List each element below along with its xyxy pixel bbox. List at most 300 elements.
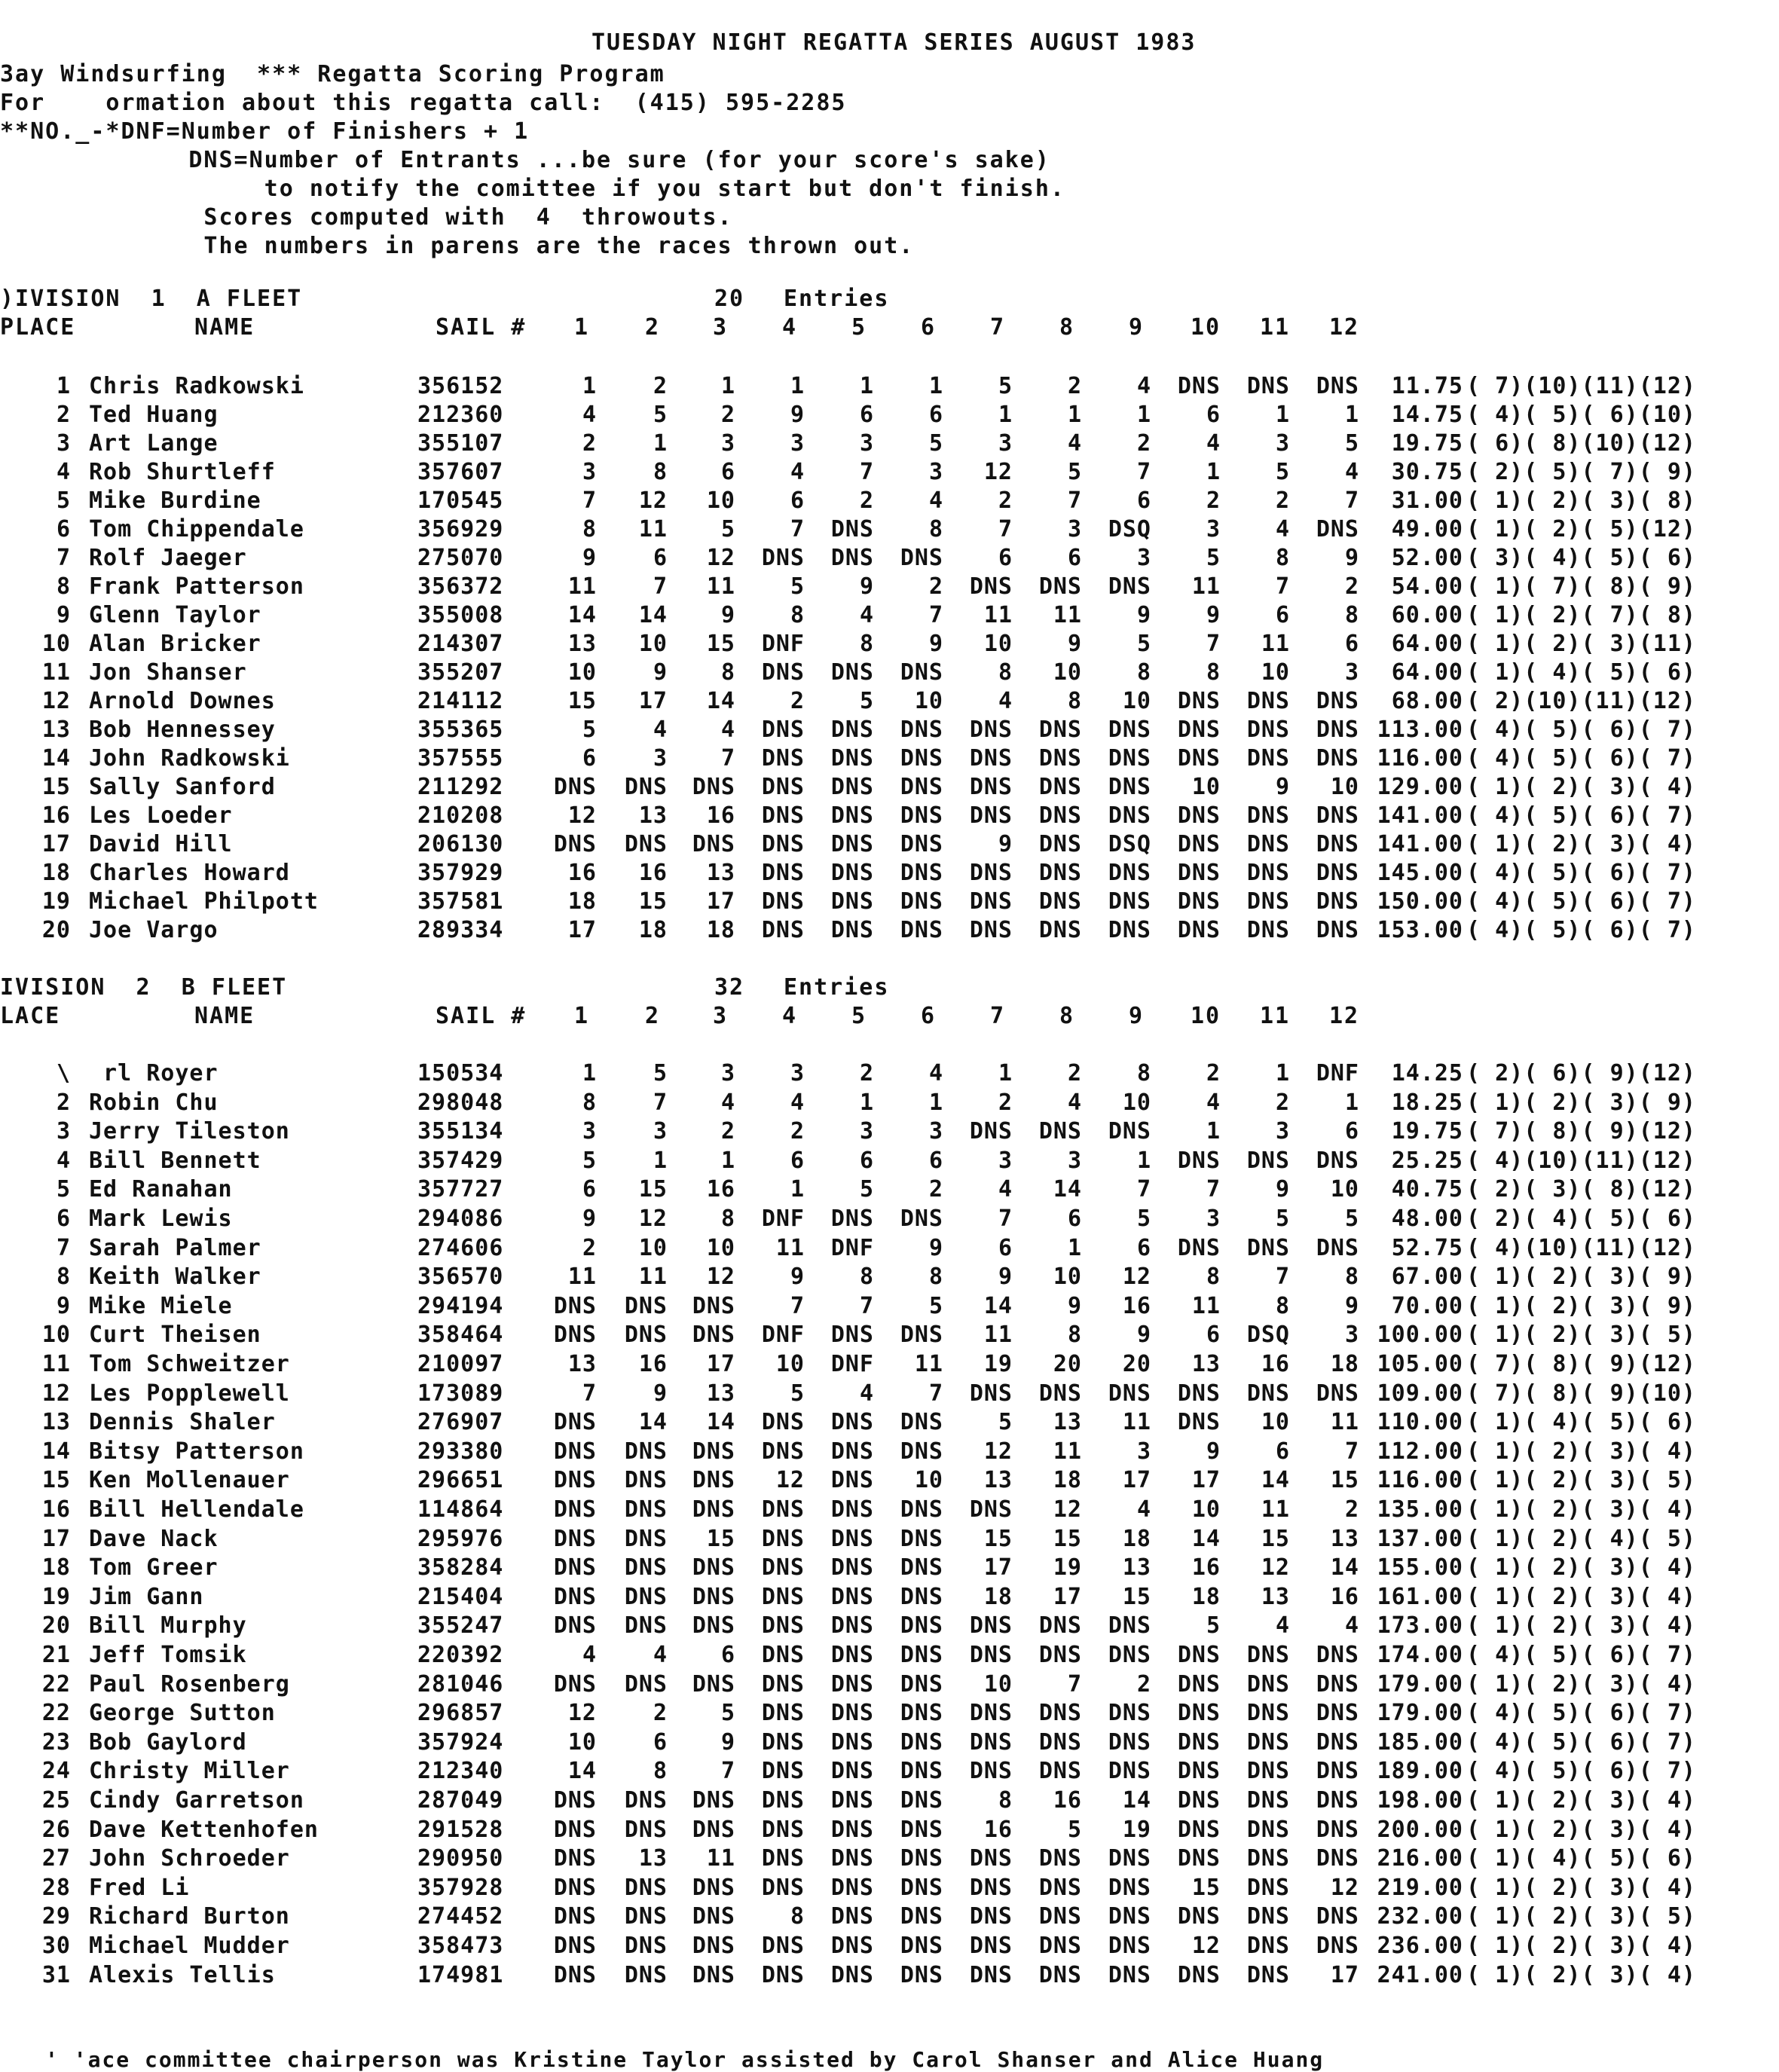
table-row <box>0 630 1779 659</box>
throwouts-cell: ( 1)( 2)( 3)( 4) <box>1466 1875 1696 1901</box>
race-cell: DNS <box>553 1903 597 1930</box>
table-row <box>0 888 1779 916</box>
race-cell: DNS <box>900 1903 943 1930</box>
footer-note: ' 'ace committee chairperson was Kristine Taylor assisted by Carol Shanser and Alice Huang <box>45 2047 1325 2072</box>
place-cell: 22 <box>41 1671 71 1698</box>
race-cell: DNS <box>553 1496 597 1523</box>
race-cell: 1 <box>1275 1060 1290 1086</box>
place-cell: 20 <box>41 917 71 943</box>
race-cell: 7 <box>1275 573 1290 600</box>
place-cell: 19 <box>41 1584 71 1610</box>
name-cell: Bob Gaylord <box>89 1729 247 1756</box>
place-cell: 4 <box>56 459 71 485</box>
race-cell: 4 <box>1275 516 1290 542</box>
table-row <box>0 1321 1779 1349</box>
name-cell: Joe Vargo <box>89 917 219 943</box>
race-cell: 17 <box>1330 1962 1359 1988</box>
race-cell: DNS <box>900 1875 943 1901</box>
throwouts-cell: ( 4)( 5)( 6)( 7) <box>1466 888 1696 915</box>
race-cell: 6 <box>1136 487 1151 514</box>
race-cell: DNS <box>1108 1380 1151 1407</box>
race-cell: DNS <box>1177 1148 1221 1174</box>
race-cell: DNS <box>624 1322 668 1348</box>
sail-cell: 358284 <box>417 1554 504 1581</box>
race-cell: DNS <box>900 1409 943 1435</box>
score-cell: 109.00 <box>1377 1380 1463 1407</box>
col-header-race: 6 <box>920 314 937 341</box>
throwouts-cell: ( 7)( 8)( 9)(12) <box>1466 1118 1696 1144</box>
name-cell: Art Lange <box>89 430 219 457</box>
race-cell: 3 <box>653 1118 668 1144</box>
race-cell: DNS <box>692 1438 735 1465</box>
race-cell: DNS <box>1246 1729 1290 1756</box>
place-cell: 6 <box>56 516 71 542</box>
race-cell: DNS <box>761 1758 805 1784</box>
race-cell: DNS <box>692 1933 735 1959</box>
race-cell: DNS <box>830 717 874 743</box>
score-cell: 54.00 <box>1391 573 1463 600</box>
table-row <box>0 802 1779 830</box>
sail-cell: 210097 <box>417 1351 504 1377</box>
table-row <box>0 1699 1779 1728</box>
throwouts-cell: ( 4)( 5)( 6)( 7) <box>1466 917 1696 943</box>
race-cell: DNS <box>1177 831 1221 857</box>
race-cell: DSQ <box>1108 831 1151 857</box>
race-cell: 4 <box>859 602 874 628</box>
score-cell: 14.75 <box>1391 402 1463 428</box>
table-row <box>0 1147 1779 1175</box>
race-cell: 4 <box>998 1176 1013 1203</box>
score-cell: 236.00 <box>1377 1933 1463 1959</box>
race-cell: DNF <box>761 1206 805 1232</box>
race-cell: 10 <box>1191 1496 1221 1523</box>
throwouts-cell: ( 2)( 3)( 8)(12) <box>1466 1176 1696 1203</box>
race-cell: DNF <box>761 1322 805 1348</box>
race-cell: DNS <box>761 1787 805 1814</box>
table-row <box>0 1292 1779 1321</box>
race-cell: 12 <box>706 1264 735 1290</box>
race-cell: DNS <box>1246 717 1290 743</box>
race-cell: 7 <box>1275 1264 1290 1290</box>
sail-cell: 356152 <box>417 373 504 399</box>
race-cell: 16 <box>1122 1293 1151 1319</box>
race-cell: 8 <box>1206 659 1221 686</box>
race-cell: 11 <box>706 1845 735 1872</box>
race-cell: DNS <box>969 1758 1013 1784</box>
race-cell: 5 <box>653 402 668 428</box>
race-cell: DNS <box>1108 1700 1151 1726</box>
race-cell: 5 <box>790 573 805 600</box>
name-cell: Les Popplewell <box>89 1380 290 1407</box>
race-cell: 1 <box>582 373 597 399</box>
table-row <box>0 1786 1779 1815</box>
col-header-race: 2 <box>644 314 661 341</box>
throwouts-cell: ( 2)( 4)( 5)( 6) <box>1466 1206 1696 1232</box>
sail-cell: 289334 <box>417 917 504 943</box>
race-cell: DNS <box>761 1729 805 1756</box>
race-cell: 4 <box>928 1060 943 1086</box>
race-cell: DNS <box>900 1642 943 1668</box>
header-line: 3ay Windsurfing *** Regatta Scoring Program <box>0 61 665 87</box>
table-row <box>0 916 1779 945</box>
place-cell: 28 <box>41 1875 71 1901</box>
col-header-race: 4 <box>781 1003 798 1029</box>
sail-cell: 174981 <box>417 1962 504 1988</box>
sail-cell: 357581 <box>417 888 504 915</box>
race-cell: 10 <box>638 631 668 657</box>
throwouts-cell: ( 4)( 5)( 6)( 7) <box>1466 860 1696 886</box>
page-title: TUESDAY NIGHT REGATTA SERIES AUGUST 1983 <box>591 29 1197 56</box>
race-cell: 13 <box>567 1351 597 1377</box>
sail-cell: 281046 <box>417 1671 504 1698</box>
race-cell: DNS <box>830 860 874 886</box>
race-cell: 11 <box>775 1235 805 1261</box>
race-cell: 10 <box>1053 659 1082 686</box>
place-cell: 19 <box>41 888 71 915</box>
race-cell: 8 <box>859 631 874 657</box>
name-cell: Bill Hellendale <box>89 1496 304 1523</box>
header-line: DNS=Number of Entrants ...be sure (for your score's sake) <box>98 147 1050 173</box>
race-cell: DNS <box>553 1787 597 1814</box>
race-cell: 4 <box>928 487 943 514</box>
table-row <box>0 1350 1779 1379</box>
score-cell: 135.00 <box>1377 1496 1463 1523</box>
race-cell: 8 <box>1275 545 1290 571</box>
race-cell: 8 <box>1136 659 1151 686</box>
race-cell: DNS <box>624 1875 668 1901</box>
score-cell: 52.00 <box>1391 545 1463 571</box>
race-cell: DNS <box>900 1612 943 1639</box>
race-cell: 7 <box>790 1293 805 1319</box>
sail-cell: 357727 <box>417 1176 504 1203</box>
race-cell: 4 <box>1344 1612 1359 1639</box>
race-cell: DNS <box>624 1903 668 1930</box>
race-cell: 5 <box>653 1060 668 1086</box>
table-row <box>0 773 1779 802</box>
race-cell: 2 <box>928 573 943 600</box>
race-cell: 9 <box>1275 774 1290 800</box>
race-cell: 2 <box>582 430 597 457</box>
race-cell: DNS <box>553 1409 597 1435</box>
race-cell: DNS <box>900 1496 943 1523</box>
race-cell: 1 <box>1344 1089 1359 1116</box>
throwouts-cell: ( 1)( 2)( 3)( 4) <box>1466 1817 1696 1843</box>
race-cell: DNS <box>1177 917 1221 943</box>
race-cell: DNS <box>900 1554 943 1581</box>
sail-cell: 215404 <box>417 1584 504 1610</box>
throwouts-cell: ( 4)( 5)( 6)(10) <box>1466 402 1696 428</box>
score-cell: 173.00 <box>1377 1612 1463 1639</box>
score-cell: 110.00 <box>1377 1409 1463 1435</box>
race-cell: DNS <box>830 1322 874 1348</box>
score-cell: 198.00 <box>1377 1787 1463 1814</box>
race-cell: 1 <box>1206 459 1221 485</box>
race-cell: 5 <box>998 1409 1013 1435</box>
table-row <box>0 1874 1779 1902</box>
col-header-race: 12 <box>1328 314 1360 341</box>
sail-cell: 214112 <box>417 688 504 714</box>
race-cell: 5 <box>928 430 943 457</box>
race-cell: 17 <box>706 888 735 915</box>
race-cell: DNS <box>969 802 1013 829</box>
race-cell: DNS <box>830 1758 874 1784</box>
race-cell: DNS <box>1177 1409 1221 1435</box>
race-cell: 10 <box>1330 1176 1359 1203</box>
race-cell: 5 <box>582 1148 597 1174</box>
race-cell: 3 <box>859 1118 874 1144</box>
race-cell: 4 <box>790 459 805 485</box>
race-cell: 10 <box>1330 774 1359 800</box>
race-cell: DNS <box>969 1380 1013 1407</box>
race-cell: DNS <box>969 888 1013 915</box>
race-cell: 15 <box>706 631 735 657</box>
sail-cell: 276907 <box>417 1409 504 1435</box>
place-cell: 1 <box>56 373 71 399</box>
name-cell: Richard Burton <box>89 1903 290 1930</box>
sail-cell: 220392 <box>417 1642 504 1668</box>
race-cell: 1 <box>1275 402 1290 428</box>
col-header-sail: SAIL # <box>436 314 527 341</box>
race-cell: 14 <box>638 602 668 628</box>
throwouts-cell: ( 1)( 7)( 8)( 9) <box>1466 573 1696 600</box>
race-cell: 6 <box>1275 602 1290 628</box>
race-cell: 18 <box>1122 1526 1151 1552</box>
race-cell: DNS <box>1246 802 1290 829</box>
race-cell: 14 <box>706 1409 735 1435</box>
place-cell: 10 <box>41 1322 71 1348</box>
race-cell: 8 <box>928 1264 943 1290</box>
name-cell: Ted Huang <box>89 402 219 428</box>
race-cell: 10 <box>706 1235 735 1261</box>
col-header-place: LACE <box>0 1003 61 1029</box>
race-cell: 1 <box>1067 1235 1082 1261</box>
race-cell: 11 <box>1122 1409 1151 1435</box>
throwouts-cell: ( 2)( 5)( 7)( 9) <box>1466 459 1696 485</box>
race-cell: DNS <box>1108 1642 1151 1668</box>
race-cell: 7 <box>1136 459 1151 485</box>
race-cell: 1 <box>653 430 668 457</box>
race-cell: DNS <box>969 774 1013 800</box>
race-cell: DNS <box>624 1584 668 1610</box>
race-cell: 11 <box>1053 1438 1082 1465</box>
place-cell: 5 <box>56 1176 71 1203</box>
name-cell: Jeff Tomsik <box>89 1642 247 1668</box>
name-cell: Ken Mollenauer <box>89 1467 290 1493</box>
race-cell: 15 <box>638 888 668 915</box>
col-header-race: 1 <box>573 314 590 341</box>
race-cell: DNS <box>1316 1903 1359 1930</box>
name-cell: Jon Shanser <box>89 659 247 686</box>
race-cell: 11 <box>706 573 735 600</box>
race-cell: DNS <box>830 1787 874 1814</box>
race-cell: DNS <box>1177 1845 1221 1872</box>
race-cell: DNS <box>1177 717 1221 743</box>
race-cell: 13 <box>706 860 735 886</box>
score-cell: 112.00 <box>1377 1438 1463 1465</box>
throwouts-cell: ( 4)( 5)( 6)( 7) <box>1466 1700 1696 1726</box>
race-cell: DNS <box>1108 573 1151 600</box>
sail-cell: 291528 <box>417 1817 504 1843</box>
name-cell: rl Royer <box>89 1060 219 1086</box>
race-cell: DNS <box>1177 1642 1221 1668</box>
sail-cell: 114864 <box>417 1496 504 1523</box>
place-cell: 30 <box>41 1933 71 1959</box>
race-cell: DNS <box>553 1584 597 1610</box>
race-cell: DNS <box>761 1817 805 1843</box>
race-cell: 10 <box>914 688 943 714</box>
race-cell: 2 <box>582 1235 597 1261</box>
race-cell: 1 <box>1206 1118 1221 1144</box>
race-cell: 7 <box>928 602 943 628</box>
header-line: For ormation about this regatta call: (415) 595-2285 <box>0 90 847 116</box>
name-cell: Paul Rosenberg <box>89 1671 290 1698</box>
race-cell: DNS <box>1108 1612 1151 1639</box>
race-cell: 8 <box>653 1758 668 1784</box>
race-cell: DNS <box>1108 1875 1151 1901</box>
race-cell: 9 <box>1067 1293 1082 1319</box>
race-cell: 15 <box>1053 1526 1082 1552</box>
place-cell: 11 <box>41 1351 71 1377</box>
race-cell: DNS <box>830 1496 874 1523</box>
race-cell: DNS <box>900 1584 943 1610</box>
race-cell: 18 <box>983 1584 1013 1610</box>
score-cell: 100.00 <box>1377 1322 1463 1348</box>
race-cell: DNS <box>692 1875 735 1901</box>
race-cell: 11 <box>1053 602 1082 628</box>
race-cell: DNS <box>1177 1962 1221 1988</box>
race-cell: 16 <box>1191 1554 1221 1581</box>
throwouts-cell: ( 1)( 4)( 5)( 6) <box>1466 1409 1696 1435</box>
race-cell: DNS <box>692 1293 735 1319</box>
race-cell: 14 <box>1261 1467 1290 1493</box>
race-cell: DNS <box>900 1758 943 1784</box>
race-cell: DNS <box>830 831 874 857</box>
race-cell: DNS <box>900 860 943 886</box>
entries-label: Entries <box>784 974 890 1001</box>
race-cell: 7 <box>1206 631 1221 657</box>
race-cell: 3 <box>1136 1438 1151 1465</box>
race-cell: DNS <box>830 1962 874 1988</box>
table-row <box>0 1496 1779 1524</box>
throwouts-cell: ( 3)( 4)( 5)( 6) <box>1466 545 1696 571</box>
name-cell: Tom Chippendale <box>89 516 304 542</box>
race-cell: 9 <box>928 1235 943 1261</box>
place-cell: 21 <box>41 1642 71 1668</box>
race-cell: DNS <box>1316 717 1359 743</box>
race-cell: DNS <box>1177 1380 1221 1407</box>
race-cell: 19 <box>1122 1817 1151 1843</box>
score-cell: 179.00 <box>1377 1700 1463 1726</box>
name-cell: Alan Bricker <box>89 631 261 657</box>
race-cell: 9 <box>928 631 943 657</box>
race-cell: 4 <box>653 717 668 743</box>
race-cell: DNS <box>553 1875 597 1901</box>
race-cell: DNS <box>761 802 805 829</box>
name-cell: Frank Patterson <box>89 573 304 600</box>
sail-cell: 355365 <box>417 717 504 743</box>
race-cell: 9 <box>859 573 874 600</box>
race-cell: DNS <box>692 1584 735 1610</box>
table-row <box>0 601 1779 630</box>
race-cell: 4 <box>1206 1089 1221 1116</box>
throwouts-cell: ( 7)( 8)( 9)(12) <box>1466 1351 1696 1377</box>
name-cell: Arnold Downes <box>89 688 276 714</box>
race-cell: 6 <box>1136 1235 1151 1261</box>
race-cell: DNS <box>624 1612 668 1639</box>
race-cell: DNS <box>900 1526 943 1552</box>
race-cell: DNS <box>900 1817 943 1843</box>
sail-cell: 357928 <box>417 1875 504 1901</box>
name-cell: Les Loeder <box>89 802 233 829</box>
race-cell: DNS <box>1177 373 1221 399</box>
race-cell: DNS <box>761 860 805 886</box>
race-cell: 10 <box>567 1729 597 1756</box>
name-cell: John Radkowski <box>89 745 290 772</box>
race-cell: 2 <box>1275 487 1290 514</box>
col-header-race: 11 <box>1259 1003 1291 1029</box>
race-cell: 16 <box>567 860 597 886</box>
race-cell: DNS <box>830 545 874 571</box>
race-cell: 3 <box>1206 1206 1221 1232</box>
race-cell: 8 <box>928 516 943 542</box>
race-cell: 15 <box>1122 1584 1151 1610</box>
race-cell: DNS <box>900 774 943 800</box>
race-cell: DNS <box>1316 1700 1359 1726</box>
race-cell: 17 <box>1191 1467 1221 1493</box>
sail-cell: 214307 <box>417 631 504 657</box>
race-cell: DNS <box>761 917 805 943</box>
name-cell: David Hill <box>89 831 233 857</box>
race-cell: 1 <box>720 1148 735 1174</box>
race-cell: DNS <box>1316 888 1359 915</box>
col-header-name: NAME <box>194 314 255 341</box>
race-cell: 9 <box>998 1264 1013 1290</box>
race-cell: DNS <box>624 774 668 800</box>
name-cell: Dave Kettenhofen <box>89 1817 319 1843</box>
throwouts-cell: ( 1)( 2)( 7)( 8) <box>1466 602 1696 628</box>
race-cell: 6 <box>859 402 874 428</box>
col-header-race: 10 <box>1190 314 1221 341</box>
race-cell: DNS <box>1246 373 1290 399</box>
race-cell: DNS <box>624 1671 668 1698</box>
race-cell: DNS <box>830 888 874 915</box>
race-cell: DNS <box>1038 1933 1082 1959</box>
table-row <box>0 1205 1779 1233</box>
race-cell: DNS <box>553 774 597 800</box>
place-cell: 4 <box>56 1148 71 1174</box>
race-cell: DNS <box>553 831 597 857</box>
race-cell: 2 <box>790 688 805 714</box>
race-cell: DNS <box>761 659 805 686</box>
sail-cell: 356372 <box>417 573 504 600</box>
race-cell: 1 <box>998 402 1013 428</box>
header-line: **NO._-*DNF=Number of Finishers + 1 <box>0 118 530 145</box>
race-cell: DNS <box>1038 1380 1082 1407</box>
race-cell: DNS <box>1038 1642 1082 1668</box>
name-cell: Mark Lewis <box>89 1206 233 1232</box>
table-row <box>0 1728 1779 1757</box>
race-cell: 10 <box>914 1467 943 1493</box>
place-cell: 12 <box>41 688 71 714</box>
table-row <box>0 744 1779 773</box>
race-cell: 6 <box>928 402 943 428</box>
race-cell: 15 <box>1191 1875 1221 1901</box>
score-cell: 25.25 <box>1391 1148 1463 1174</box>
race-cell: 5 <box>1206 1612 1221 1639</box>
race-cell: DNS <box>692 1322 735 1348</box>
table-row <box>0 1757 1779 1786</box>
race-cell: 10 <box>567 659 597 686</box>
